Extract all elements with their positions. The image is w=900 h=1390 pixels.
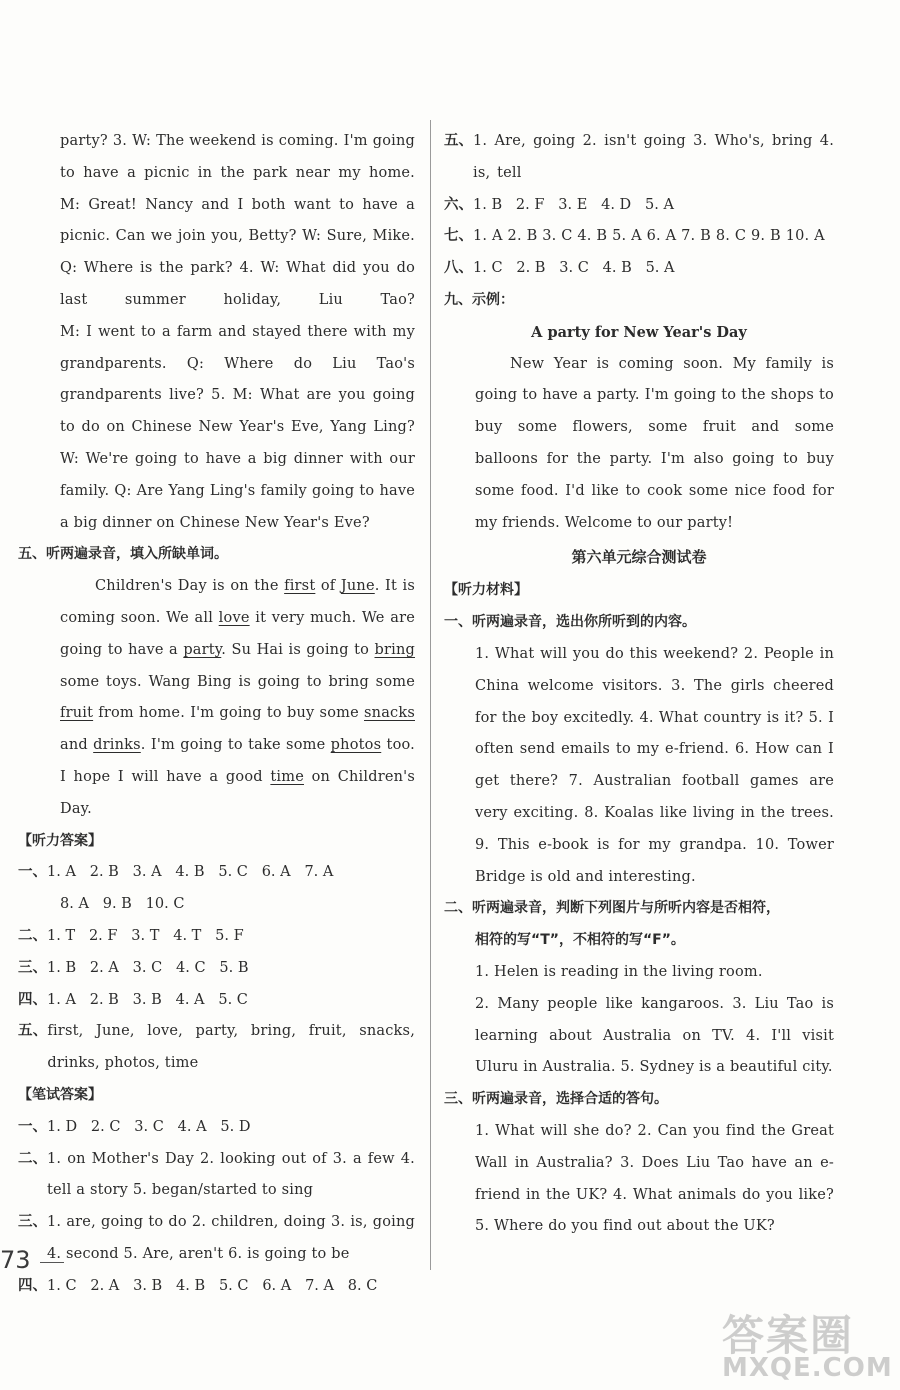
row-label: 五、: [444, 133, 473, 149]
filled-answer-word: party: [183, 641, 222, 658]
row-text: 1. A 2. B 3. B 4. A 5. C: [47, 991, 248, 1008]
row-label: 二、: [18, 1150, 47, 1167]
essay-body: New Year is coming soon. My family is going to have a party. I'm going to the shops to buy some flowers, some fruit and some balloons for the party. I'm also going to buy some food. I'd like to cook some nice food for my friends. Welcome to our party!: [475, 355, 834, 531]
answer-row-la5: [18, 1016, 415, 1080]
listening-answers-title: 【听力答案】: [18, 832, 102, 849]
passage-text: it very much. We are going to have a: [60, 609, 415, 658]
watermark-logo: [722, 1303, 892, 1387]
left-column: [18, 126, 415, 1302]
listening-section-2-title-b: 相符的写“T”，不相符的写“F”。: [475, 932, 685, 949]
row-text: 1. B 2. A 3. C 4. C 5. B: [47, 959, 249, 976]
row-label: 七、: [444, 228, 473, 245]
column-divider: [430, 120, 431, 1270]
row-text: 1. B 2. F 3. E 4. D 5. A: [473, 196, 674, 213]
page-number-rule: [40, 1262, 64, 1263]
filled-answer-word: bring: [374, 641, 415, 658]
answer-row-la3: [18, 953, 415, 985]
answer-row-wa4: [18, 1271, 415, 1303]
row-text: first, June, love, party, bring, fruit, snacks, drinks, photos, time: [47, 1023, 415, 1072]
row-label: 五、: [18, 1023, 48, 1040]
listening-section-3-text: 1. What will she do? 2. Can you find the Great Wall in Australia? 3. Does Liu Tao have an e-friend in the UK? 4. What animals do you like? 5. Where do you find out about the UK?: [475, 1122, 834, 1235]
answer-row-la1: [18, 857, 415, 889]
right-column: [444, 126, 834, 1243]
essay-title: A party for New Year's Day: [531, 323, 747, 341]
row-text: 1. D 2. C 3. C 4. A 5. D: [47, 1118, 251, 1135]
listening-section-2-items: 2. Many people like kangaroos. 3. Liu Tao is learning about Australia on TV. 4. I'll visit Uluru in Australia. 5. Sydney is a beautiful city.: [475, 995, 834, 1076]
answer-row-wa3: [18, 1207, 415, 1271]
row-label: 一、: [18, 864, 47, 881]
passage-text: on Children's Day.: [60, 768, 415, 817]
listening-section-2-title-a: 二、听两遍录音，判断下列图片与所听内容是否相符，: [444, 900, 780, 917]
dialogue-para-1: party? 3. W: The weekend is coming. I'm going to have a picnic in the park near my home.: [60, 133, 415, 181]
passage-text: some toys. Wang Bing is going to bring some: [60, 673, 415, 690]
answer-row-r6: [444, 190, 834, 222]
filled-answer-word: time: [270, 768, 304, 785]
unit-6-title: 第六单元综合测试卷: [571, 548, 707, 567]
listening-section-1-text: 1. What will you do this weekend? 2. People in China welcome visitors. 3. The girls cheered for the boy excitedly. 4. What country is it? 5. I often send emails to my e-friend. 6. How can I get there? 7. Australian football games are very exciting. 8. Koalas like living in the trees. 9. This e-book is for my grandpa. 10. Tower Bridge is old and interesting.: [475, 645, 834, 885]
row-label: 三、: [18, 1214, 47, 1231]
row-text: 1. Are, going 2. isn't going 3. Who's, bring 4. is, tell: [473, 133, 834, 181]
row-text: 1. are, going to do 2. children, doing 3. is, going 4. second 5. Are, aren't 6. is going to be: [47, 1214, 415, 1262]
watermark-bottom: MXQE.COM: [722, 1353, 893, 1383]
fill-in-passage: [18, 571, 415, 825]
answer-row-la2: [18, 921, 415, 953]
row-text: 1. C 2. A 3. B 4. B 5. C 6. A 7. A 8. C: [47, 1277, 378, 1294]
answer-row-r7: [444, 221, 834, 253]
dialogue-para-2: M: Great! Nancy and I both want to have a picnic. Can we join you, Betty? W: Sure, Mike. Q: Where is the park? 4. W: What did you do last summer holiday, Liu Tao?: [60, 196, 415, 308]
passage-text: . It is coming soon. We all: [60, 578, 415, 626]
answer-row-r8: [444, 253, 834, 285]
row-label: 二、: [18, 927, 47, 944]
page-number: 73: [0, 1246, 31, 1274]
row-label: 四、: [18, 991, 47, 1008]
row-text: 8. A 9. B 10. C: [60, 896, 185, 913]
row-label: 六、: [444, 196, 473, 213]
row-label: 三、: [18, 959, 47, 976]
passage-text: Children's Day is on the: [95, 578, 285, 595]
filled-answer-word: photos: [330, 737, 382, 754]
filled-answer-word: fruit: [60, 705, 94, 722]
listening-section-1-title: 一、听两遍录音，选出你所听到的内容。: [444, 614, 696, 631]
answer-row-wa1: [18, 1112, 415, 1144]
dialogue-para-3: M: I went to a farm and stayed there with my grandparents. Q: Where do Liu Tao's grandparents live? 5. M: What are you going to do on Chinese New Year's Eve, Yang Ling?: [60, 323, 415, 436]
filled-answer-word: love: [218, 609, 250, 626]
passage-text: . Su Hai is going to: [221, 641, 375, 658]
filled-answer-word: drinks: [93, 737, 141, 754]
listening-material-title: 【听力材料】: [444, 582, 528, 599]
row-text: 1. on Mother's Day 2. looking out of 3. a few 4. tell a story 5. began/started to sing: [47, 1150, 415, 1199]
section-9-label: 九、示例：: [444, 291, 514, 308]
filled-answer-word: snacks: [364, 705, 415, 722]
answer-row-la4: [18, 985, 415, 1017]
row-label: 八、: [444, 260, 473, 277]
row-text: 1. C 2. B 3. C 4. B 5. A: [473, 260, 675, 277]
passage-text: from home. I'm going to buy some: [93, 705, 365, 722]
written-answers-title: 【笔试答案】: [18, 1086, 102, 1103]
passage-text: . I'm going to take some: [140, 737, 331, 754]
dialogue-para-4: W: We're going to have a big dinner with our family. Q: Are Yang Ling's family going to have a big dinner on Chinese New Year's Eve?: [60, 450, 415, 531]
row-label: 四、: [18, 1277, 47, 1294]
answer-row-r5: [444, 126, 834, 190]
passage-text: and: [60, 737, 94, 754]
passage-text: too. I hope I will have a good: [60, 737, 415, 785]
passage-text: of: [315, 578, 341, 595]
watermark-top: 答案圈: [722, 1311, 855, 1360]
filled-answer-word: first: [284, 578, 316, 595]
listening-section-2-item-1: 1. Helen is reading in the living room.: [475, 963, 763, 980]
row-text: 1. T 2. F 3. T 4. T 5. F: [47, 927, 244, 944]
row-label: 一、: [18, 1118, 47, 1135]
filled-answer-word: June: [340, 578, 375, 595]
section-5-title: 五、听两遍录音，填入所缺单词。: [18, 546, 228, 563]
answer-row-la1-cont: [18, 889, 415, 921]
row-text: 1. A 2. B 3. C 4. B 5. A 6. A 7. B 8. C 9. B 10. A: [473, 228, 825, 245]
listening-section-3-title: 三、听两遍录音，选择合适的答句。: [444, 1091, 668, 1108]
answer-row-wa2: [18, 1144, 415, 1208]
row-text: 1. A 2. B 3. A 4. B 5. C 6. A 7. A: [47, 864, 334, 881]
